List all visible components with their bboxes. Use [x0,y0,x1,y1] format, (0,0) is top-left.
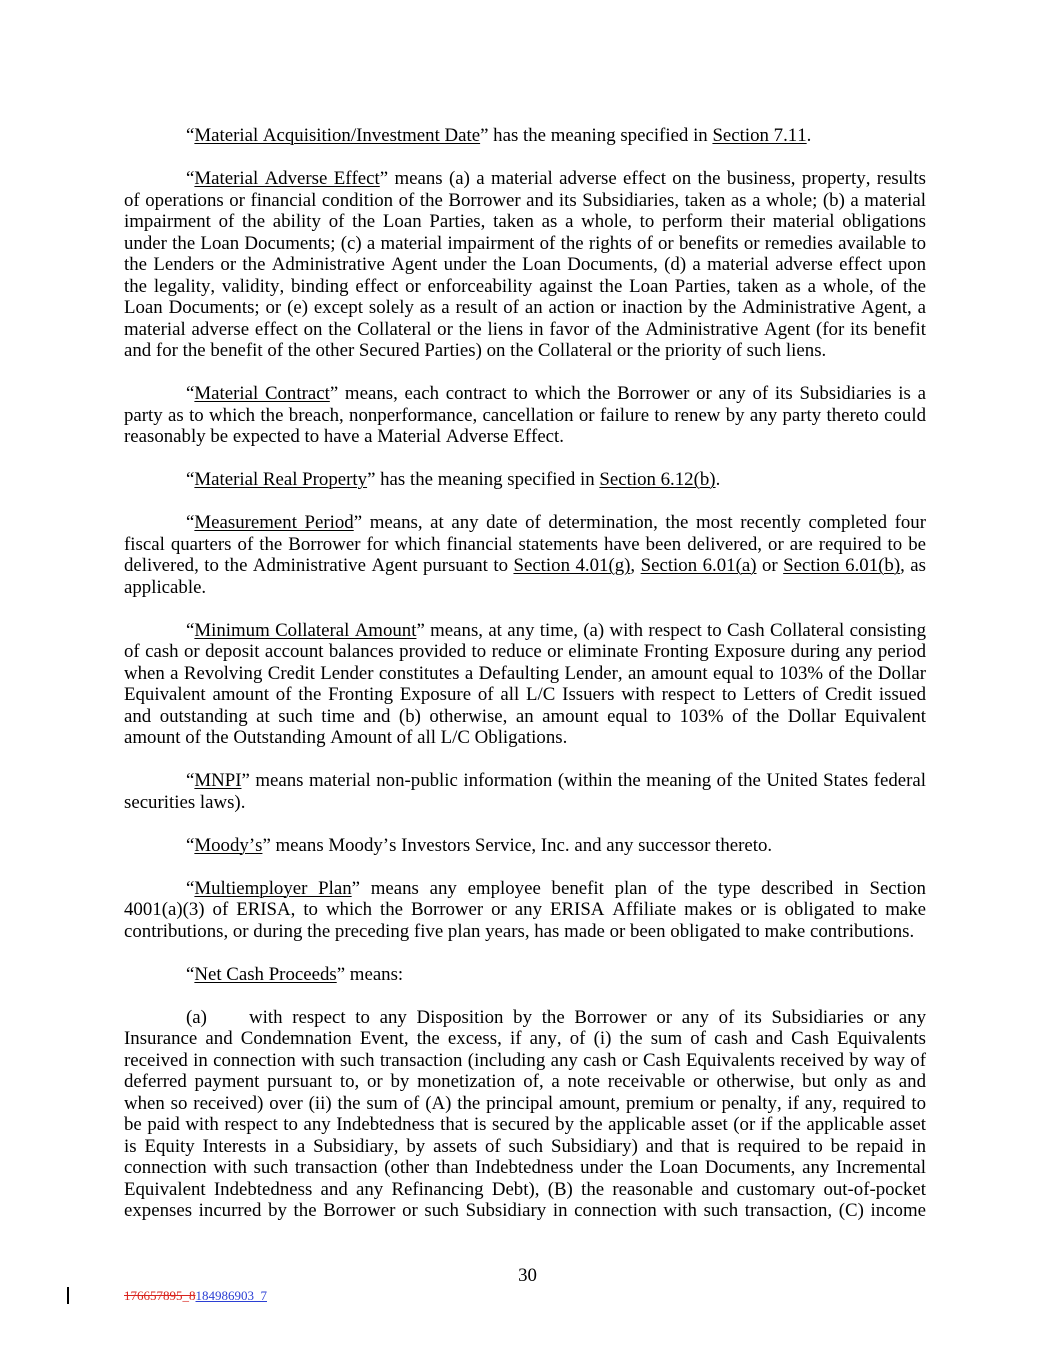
text-line [124,620,926,642]
defined-term: Multiemployer Plan [194,877,352,899]
text-run: deferred payment pursuant to, or by monetization of, a note receivable or otherwise, but only as and [124,1071,926,1092]
text-run: ” means any employee benefit plan of the type described in Section [351,877,926,899]
text-line [124,469,926,491]
footer-document-id [124,1288,267,1304]
text-run: “ [186,512,195,533]
text-run: ” means, at any time, (a) with respect to Cash Collateral consisting [416,619,927,641]
section-reference: Section 7.11 [712,125,807,146]
text-line [124,555,926,577]
text-line [124,405,926,427]
text-line [124,770,926,792]
text-line [124,964,926,986]
section-reference: Section 4.01(g) [513,555,631,576]
text-line [124,899,926,921]
text-run: received in connection with such transaction (including any cash or Cash Equivalents received by way of [124,1049,926,1071]
text-run: “ [186,770,195,791]
section-reference: Section 6.12(b) [599,469,716,490]
defined-term: Material Acquisition/Investment Date [194,125,481,146]
page-number: 30 [518,1265,537,1286]
text-run: or [756,555,784,576]
text-line [124,340,926,362]
text-run: and for the benefit of the other Secured Parties) on the Collateral or the priority of such liens. [124,340,827,361]
definition-net-cash-proceeds [124,964,926,986]
text-line [124,727,926,749]
text-line [124,534,926,556]
text-line [124,663,926,685]
document-body [124,125,926,1243]
text-run: “ [186,834,195,856]
text-line [124,684,926,706]
text-line [124,1114,926,1136]
text-run: “ [186,963,195,985]
text-run: of cash or deposit account balances provided to reduce or eliminate Fronting Exposure during any period [124,641,926,662]
text-run: “ [186,619,195,641]
defined-term: Material Real Property [194,469,368,490]
text-line [124,512,926,534]
defined-term: Moody’s [194,834,263,856]
text-run: be paid with respect to any Indebtedness that is secured by the applicable asset (or if the applicable asset [124,1114,926,1135]
section-reference: Section 6.01(a) [640,555,757,576]
text-run: fiscal quarters of the Borrower for which financial statements have been delivered, or are required to be [124,533,926,555]
text-line [124,1050,926,1072]
text-run: Insurance and Condemnation Event, the excess, if any, of (i) the sum of cash and Cash Equivalents [124,1028,926,1049]
text-run: is Equity Interests in a Subsidiary, by assets of such Subsidiary) and that is required to be repaid in [124,1135,926,1157]
text-run: ” means: [336,963,404,985]
text-line [124,1179,926,1201]
text-run: expenses incurred by the Borrower or such Subsidiary in connection with such transaction, (C) income [124,1200,926,1221]
text-run: ” means (a) a material adverse effect on the business, property, results [379,168,926,189]
text-run: of operations or financial condition of the Borrower and its Subsidiaries, taken as a whole; (b) a material [124,189,926,211]
text-run: . [806,125,812,146]
text-run: ” has the meaning specified in [480,125,713,146]
text-run: contributions, or during the preceding five plan years, has made or been obligated to make contributions. [124,920,915,942]
text-line [124,319,926,341]
text-run: securities laws). [124,791,246,813]
text-line [124,233,926,255]
text-line [124,190,926,212]
text-run: applicable. [124,576,207,598]
text-run: , as [900,555,926,576]
text-run: the legality, validity, binding effect or enforceability against the Loan Parties, taken as a whole, of the [124,275,926,297]
defined-term: Material Adverse Effect [194,168,380,189]
text-run: under the Loan Documents; (c) a material impairment of the rights of or benefits or remedies available to [124,232,926,254]
text-run: ” means material non-public information (within the meaning of the United States federal [241,770,926,791]
text-line [124,706,926,728]
inserted-document-id: 184986903_7 [195,1288,267,1303]
section-reference: Section 6.01(b) [783,555,901,576]
text-run: ” means Moody’s Investors Service, Inc. and any successor thereto. [262,834,773,856]
text-run: ” has the meaning specified in [367,469,600,490]
defined-term: Net Cash Proceeds [194,963,337,985]
defined-term: Material Contract [194,383,330,404]
text-run: “ [186,168,195,189]
definition-material-real-property [124,469,926,491]
text-run: 4001(a)(3) of ERISA, to which the Borrower or any ERISA Affiliate makes or is obligated to make [124,899,926,920]
text-line [124,577,926,599]
text-run: , [630,555,641,576]
text-line [124,1136,926,1158]
text-run: . [715,469,721,490]
text-line [124,792,926,814]
clause-a [124,1007,926,1222]
change-bar [67,1287,69,1304]
text-run: amount of the Outstanding Amount of all L/C Obligations. [124,727,568,748]
text-line [124,835,926,857]
deleted-document-id: 176657895_8 [124,1288,196,1303]
text-line [124,383,926,405]
text-run: ” means, each contract to which the Borrower or any of its Subsidiaries is a [329,383,926,404]
text-run: reasonably be expected to have a Material Adverse Effect. [124,426,564,447]
text-line [124,641,926,663]
definition-measurement-period [124,512,926,598]
text-line [124,878,926,900]
defined-term: Minimum Collateral Amount [194,619,417,641]
text-line [124,1028,926,1050]
text-run: “ [186,469,195,490]
text-run: with respect to any Disposition by the Borrower or any of its Subsidiaries or any [249,1006,926,1028]
definition-minimum-collateral-amount [124,620,926,749]
text-run: connection with such transaction (other than Indebtedness under the Loan Documents, any Incremental [124,1157,926,1178]
text-run: Equivalent amount of the Fronting Exposure of all L/C Issuers with respect to Letters of Credit issued [124,684,926,705]
text-line [124,1071,926,1093]
text-run: Loan Documents; or (e) except solely as a result of an action or inaction by the Administrative Agent, a [124,297,926,318]
text-run: delivered, to the Administrative Agent pursuant to [124,555,514,576]
text-run: impairment of the ability of the Loan Parties, taken as a whole, to perform their material obligations [124,211,926,232]
text-line [124,297,926,319]
text-run: Equivalent Indebtedness and any Refinancing Debt), (B) the reasonable and customary out-of-pocket [124,1178,926,1200]
text-run: the Lenders or the Administrative Agent under the Loan Documents, (d) a material adverse effect upon [124,254,926,275]
text-line [124,276,926,298]
text-run: ” means, at any date of determination, the most recently completed four [353,512,926,533]
definition-multiemployer-plan [124,878,926,943]
text-line [124,1007,926,1029]
text-run: material adverse effect on the Collateral or the liens in favor of the Administrative Agent (for its benefit [124,318,926,340]
text-run: “ [186,125,195,146]
text-line [124,168,926,190]
definition-material-adverse-effect [124,168,926,362]
text-run: “ [186,877,195,899]
text-line [124,254,926,276]
text-line [124,1200,926,1222]
text-line [124,125,926,147]
definition-mnpi [124,770,926,813]
definition-material-acquisition-investment-date [124,125,926,147]
definition-material-contract [124,383,926,448]
text-line [124,426,926,448]
defined-term: MNPI [194,770,242,791]
text-run: party as to which the breach, nonperformance, cancellation or failure to renew by any party thereto could [124,404,926,426]
defined-term: Measurement Period [194,512,354,533]
text-line [124,1093,926,1115]
text-line [124,921,926,943]
definition-moody-s [124,835,926,857]
text-run: when so received) over (ii) the sum of (A) the principal amount, premium or penalty, if any, required to [124,1092,926,1114]
text-run: “ [186,383,195,404]
text-line [124,1157,926,1179]
clause-label: (a) [186,1006,207,1028]
text-run: and outstanding at such time and (b) otherwise, an amount equal to 103% of the Dollar Equivalent [124,705,926,727]
text-line [124,211,926,233]
text-run: when a Revolving Credit Lender constitutes a Defaulting Lender, an amount equal to 103% of the Dollar [124,662,926,684]
